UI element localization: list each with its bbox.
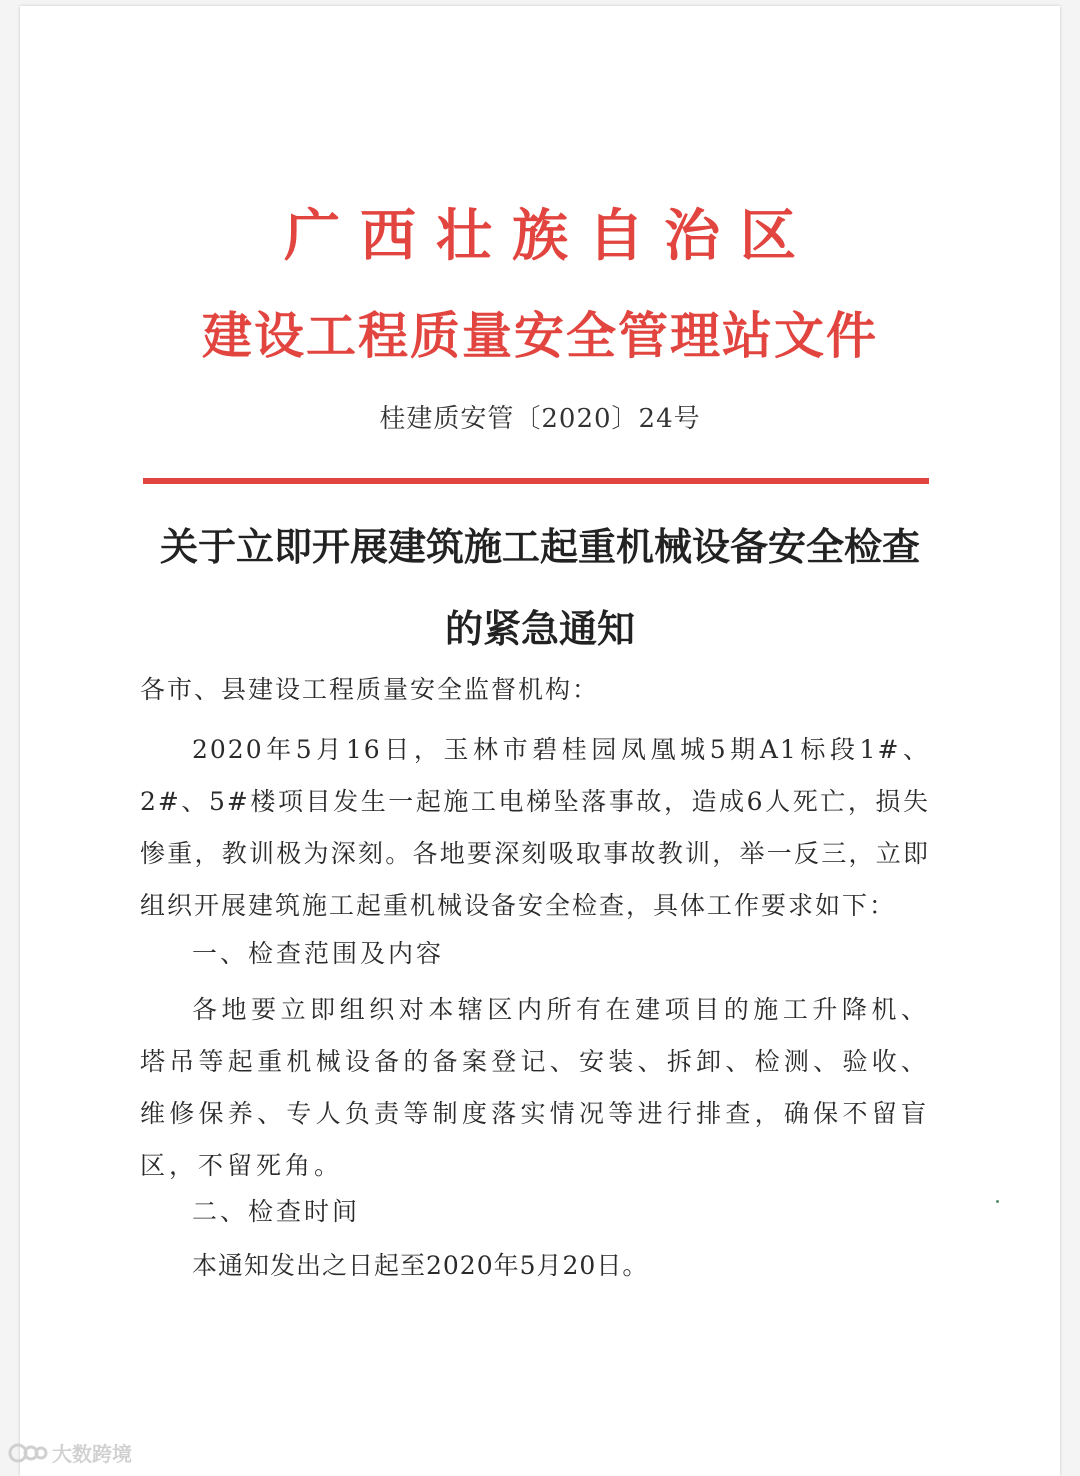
red-divider-line xyxy=(143,478,929,484)
paragraph-time: 本通知发出之日起至2020年5月20日。 xyxy=(192,1251,649,1280)
notice-title-line-1: 关于立即开展建筑施工起重机械设备安全检查 xyxy=(159,524,920,569)
paragraph-scope: 各地要立即组织对本辖区内所有在建项目的施工升降机、塔吊等起重机械设备的备案登记、安装、拆卸、检测、验收、维修保养、专人负责等制度落实情况等进行排查，确保不留盲区，不留死角。 xyxy=(140,995,930,1180)
logo-icon xyxy=(8,1440,48,1466)
watermark-text: 大数跨境 xyxy=(52,1442,132,1466)
notice-title-line-2: 的紧急通知 xyxy=(444,606,635,651)
document-number: 桂建质安管〔2020〕24号 xyxy=(379,404,701,434)
scan-speck xyxy=(996,1200,999,1203)
salutation: 各市、县建设工程质量安全监督机构： xyxy=(140,675,600,704)
issuer-name: 广西壮族自治区 xyxy=(284,203,816,269)
document-header-title: 建设工程质量安全管理站文件 xyxy=(202,306,878,365)
section-heading-scope: 一、检查范围及内容 xyxy=(192,939,445,968)
watermark xyxy=(8,1438,132,1467)
paragraph-incident: 2020年5月16日，玉林市碧桂园凤凰城5期A1标段1#、2#、5#楼项目发生一起施工电梯坠落事故，造成6人死亡，损失惨重，教训极为深刻。各地要深刻吸取事故教训，举一反三，立即组织开展建筑施工起重机械设备安全检查，具体工作要求如下： xyxy=(140,735,930,920)
section-heading-time: 二、检查时间 xyxy=(192,1197,361,1226)
